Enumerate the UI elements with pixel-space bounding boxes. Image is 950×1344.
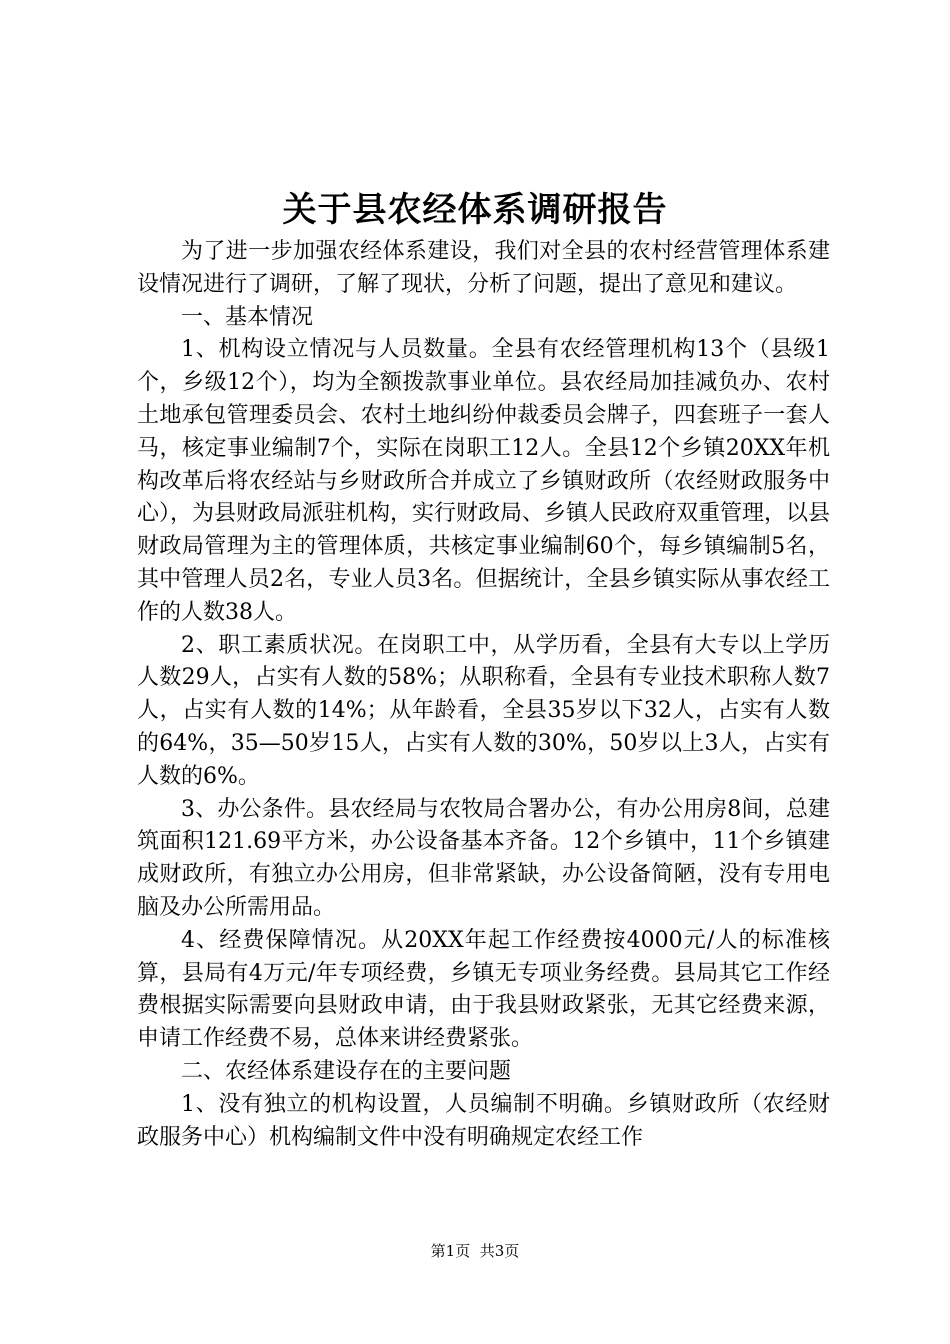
paragraph-funding: 4、经费保障情况。从20XX年起工作经费按4000元/人的标准核算，县局有4万元/年专项经费，乡镇无专项业务经费。县局其它工作经费根据实际需要向县财政申请，由于我县财政紧张，无其它经费来源，申请工作经费不易，总体来讲经费紧张。: [137, 927, 830, 1052]
paragraph-office-conditions: 3、办公条件。县农经局与农牧局合署办公，有办公用房8间，总建筑面积121.69平方米，办公设备基本齐备。12个乡镇中，11个乡镇建成财政所，有独立办公用房，但非常紧缺，办公设备简陋，没有专用电脑及办公所需用品。: [137, 796, 830, 920]
paragraph-institutions: 1、机构设立情况与人员数量。全县有农经管理机构13个（县级1个，乡级12个），均为全额拨款事业单位。县农经局加挂减负办、农村土地承包管理委员会、农村土地纠纷仲裁委员会牌子，四套班子一套人马，核定事业编制7个，实际在岗职工12人。全县12个乡镇20XX年机构改革后将农经站与乡财政所合并成立了乡镇财政所（农经财政服务中心），为县财政局派驻机构，实行财政局、乡镇人民政府双重管理，以县财政局管理为主的管理体质，共核定事业编制60个，每乡镇编制5名，其中管理人员2名，专业人员3名。但据统计，全县乡镇实际从事农经工作的人数38人。: [137, 337, 831, 625]
section-heading-basic: 一、基本情况: [181, 304, 314, 330]
page-number: 第1页: [430, 1242, 471, 1260]
paragraph-problem-1: 1、没有独立的机构设置，人员编制不明确。乡镇财政所（农经财政服务中心）机构编制文件中没有明确规定农经工作: [137, 1091, 830, 1150]
document-title: 关于县农经体系调研报告: [282, 190, 668, 230]
page-total: 共3页: [479, 1242, 520, 1260]
document-body: [137, 236, 830, 1154]
page-footer: [0, 1241, 950, 1261]
intro-paragraph: 为了进一步加强农经体系建设，我们对全县的农村经营管理体系建设情况进行了调研，了解了现状，分析了问题，提出了意见和建议。: [137, 239, 830, 297]
paragraph-staff-quality: 2、职工素质状况。在岗职工中，从学历看，全县有大专以上学历人数29人，占实有人数的58%；从职称看，全县有专业技术职称人数7人，占实有人数的14%；从年龄看，全县35岁以下32人，占实有人数的64%，35—50岁15人，占实有人数的30%，50岁以上3人，占实有人数的6%。: [137, 632, 830, 789]
section-heading-problems: 二、农经体系建设存在的主要问题: [181, 1058, 512, 1084]
